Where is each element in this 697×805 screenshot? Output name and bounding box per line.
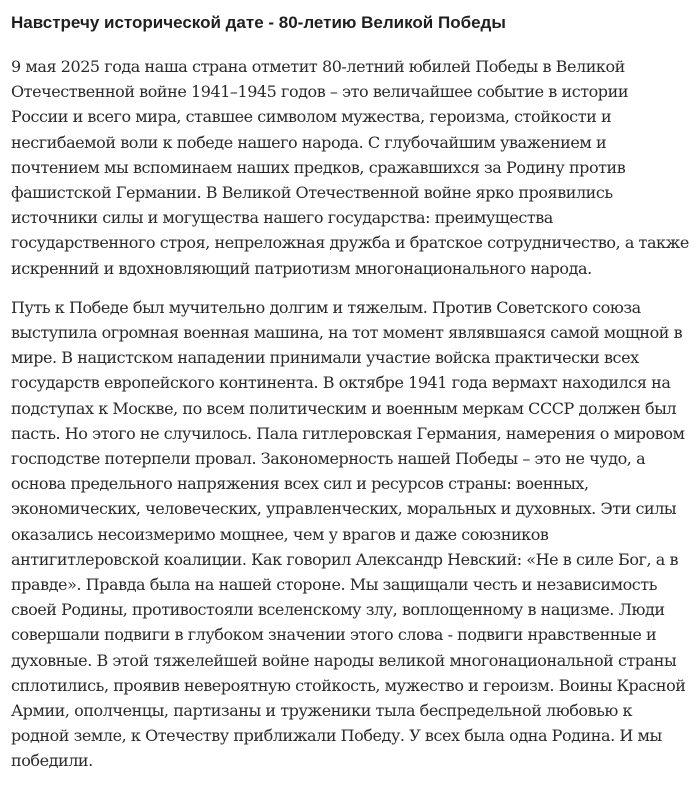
article-paragraph-1: 9 мая 2025 года наша страна отметит 80-летний юбилей Победы в Великой Отечественной войне 1941–1945 годов – это величайшее событие в истории России и всего мира, ставшее символом мужества, героизма, стойкости и несгибаемой воли к победе нашего народа. С глубочайшим уважением и почтением мы вспоминаем наших предков, сражавшихся за Родину против фашистской Германии. В Великой Отечественной войне ярко проявились источники силы и могущества нашего государства: преимущества государственного строя, непреложная дружба и братское сотрудничество, а также искренний и вдохновляющий патриотизм многонационального народа. [11,57,689,278]
article-paragraph-2: Путь к Победе был мучительно долгим и тяжелым. Против Советского союза выступила огромная военная машина, на тот момент являвшаяся самой мощной в мире. В нацистском нападении принимали участие войска практически всех государств европейского континента. В октябре 1941 года вермахт находился на подступах к Москве, по всем политическим и военным меркам СССР должен был пасть. Но этого не случилось. Пала гитлеровская Германия, намерения о мировом господстве потерпели провал. Закономерность нашей Победы – это не чудо, а основа предельного напряжения всех сил и ресурсов страны: военных, экономических, человеческих, управленческих, моральных и духовных. Эти силы оказались несоизмеримо мощнее, чем у врагов и даже союзников антигитлеровской коалиции. Как говорил Александр Невский: «Не в силе Бог, а в правде». Правда была на нашей стороне. Мы защищали честь и независимость своей Родины, противостояли вселенскому злу, воплощенному в нацизме. Люди совершали подвиги в глубоком значении этого слова - подвиги нравственные и духовные. В этой тяжелейшей войне народы великой многонациональной страны сплотились, проявив невероятную стойкость, мужество и героизм. Воины Красной Армии, ополченцы, партизаны и труженики тыла беспредельной любовью к родной земле, к Отечеству приближали Победу. У всех была одна Родина. И мы победили. [11,297,686,771]
article [11,10,689,774]
article-title: Навстречу исторической дате - 80-летию Великой Победы [11,13,506,32]
